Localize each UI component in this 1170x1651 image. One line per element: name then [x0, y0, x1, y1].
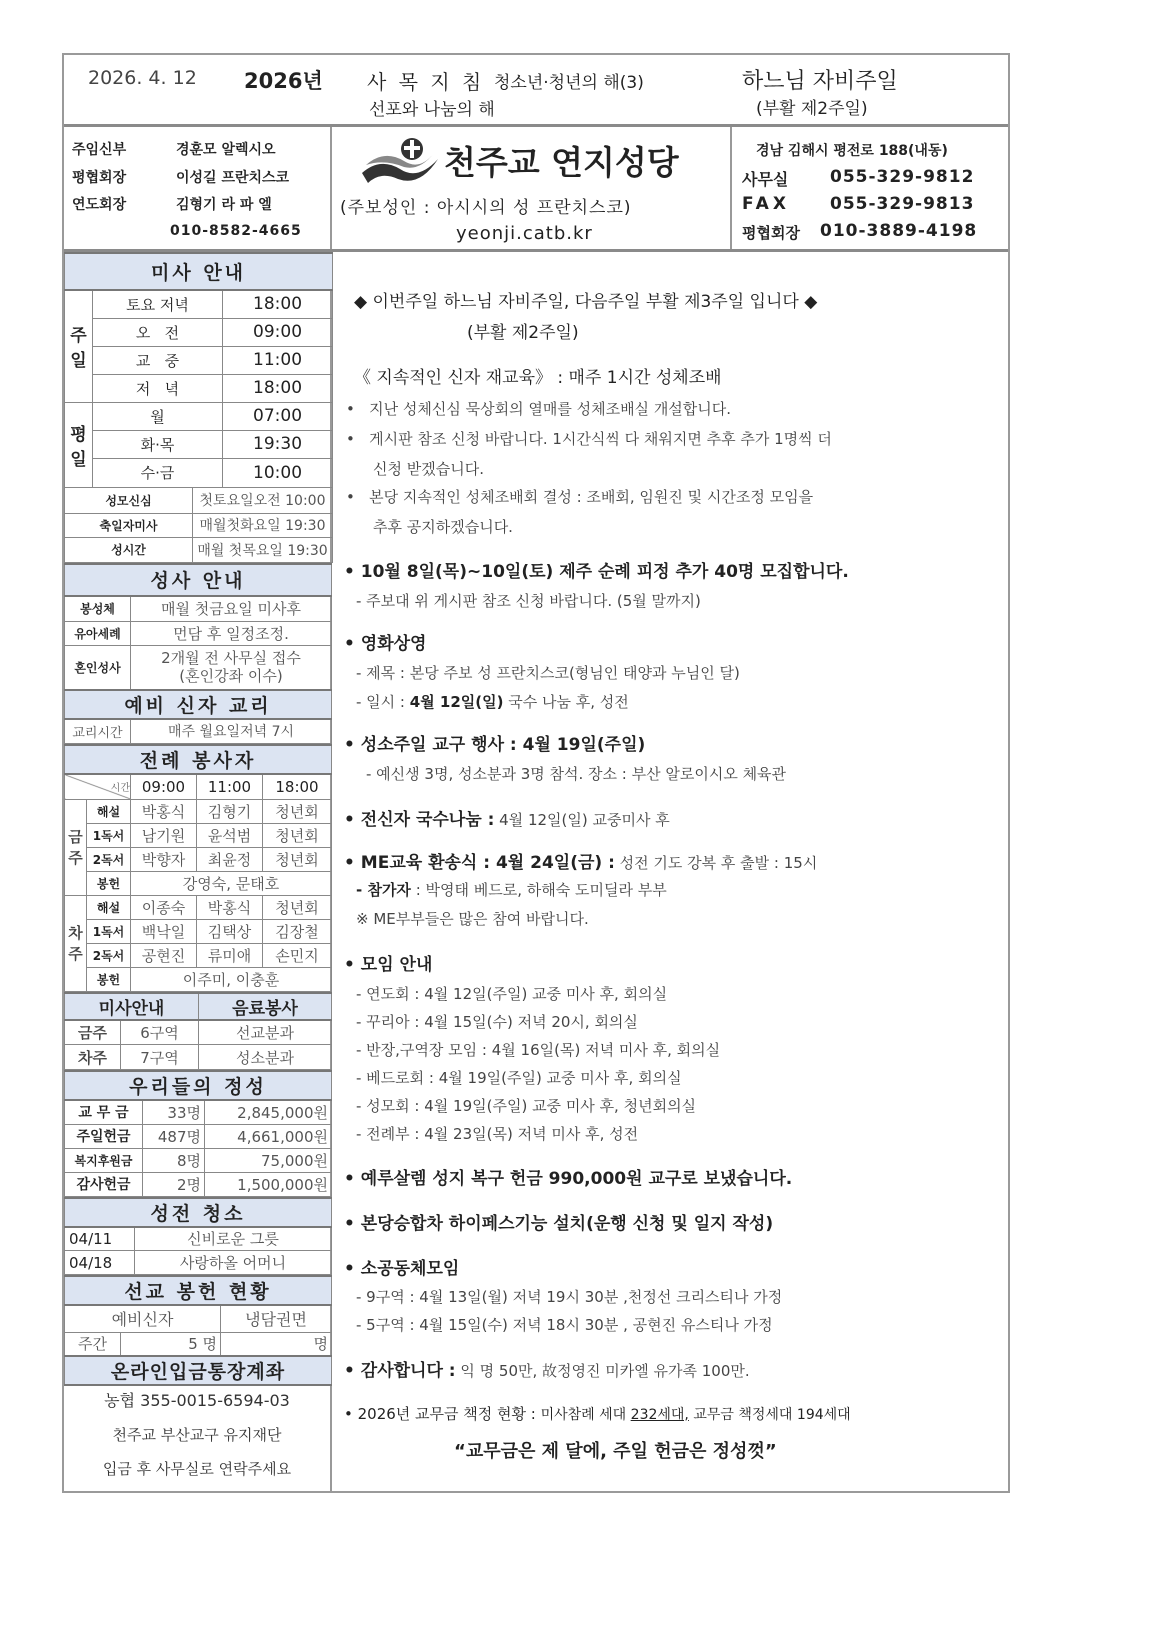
- movie-date: [356, 691, 629, 712]
- role: 해설: [87, 895, 131, 919]
- guide-table: [64, 992, 332, 1071]
- server: 최윤정: [197, 847, 263, 871]
- meeting-item: - 꾸리아 : 4월 15일(수) 저녁 20시, 회의실: [356, 1013, 638, 1031]
- server: 이종숙: [131, 895, 197, 919]
- server: 류미애: [197, 943, 263, 967]
- mass-time: 19:30: [223, 430, 333, 458]
- president-label: 평협회장: [742, 224, 800, 242]
- staff-name: 경훈모 알렉시오: [176, 142, 276, 158]
- edu-item: • 지난 성체신심 묵상회의 열매를 성체조배실 개설합니다.: [346, 400, 732, 418]
- vocation-notice: • 성소주일 교구 행사 : 4월 19일(주일): [344, 735, 646, 755]
- server: 윤석범: [197, 823, 263, 847]
- section-title: 우리들의 정성: [65, 1071, 332, 1100]
- small-community-item: - 9구역 : 4월 13일(월) 저녁 19시 30분 ,천정선 크리스티나 가정: [356, 1288, 783, 1306]
- offering-count: 487명: [143, 1124, 205, 1148]
- mass-time: 07:00: [223, 402, 333, 430]
- detail: 미사참례 세대: [540, 1407, 631, 1423]
- account-note: 입금 후 사무실로 연락주세요: [102, 1460, 292, 1478]
- sacrament-label: 혼인성사: [65, 646, 131, 690]
- guide-value: 선교분과: [199, 1020, 332, 1045]
- offering-count: 8명: [143, 1148, 205, 1172]
- sacrament-value: 매월 첫금요일 미사후: [131, 596, 332, 622]
- church-name: 천주교 연지성당: [444, 143, 679, 182]
- catechism-label: 교리시간: [65, 719, 131, 744]
- detail: 4월 12일(일) 교중미사 후: [494, 811, 670, 829]
- extra-label: 성시간: [65, 537, 193, 562]
- bulletin-page: [62, 53, 1010, 1493]
- edu-text: 추후 공지하겠습니다.: [373, 518, 513, 536]
- offering-count: 2명: [143, 1172, 205, 1196]
- account-number: 농협 355-0015-6594-03: [104, 1391, 290, 1410]
- office-label: 사무실: [742, 170, 789, 189]
- account-holder: 천주교 부산교구 유지재단: [112, 1426, 282, 1444]
- role: 2독서: [87, 943, 131, 967]
- server: 김택상: [197, 919, 263, 943]
- section-title: 온라인입금통장계좌: [65, 1356, 332, 1385]
- mass-time: 11:00: [223, 346, 333, 374]
- sacrament-note: (혼인강좌 이수): [179, 667, 283, 686]
- offering-label: 주일헌금: [65, 1124, 143, 1148]
- cleaning-group: 신비로운 그릇: [135, 1227, 332, 1251]
- extra-label: 성모신심: [65, 487, 193, 513]
- closing-quote: “교무금은 제 달에, 주일 헌금은 정성껏”: [454, 1441, 777, 1462]
- label: • ME교육 환송식 : 4월 24일(금) :: [344, 853, 615, 873]
- offering-label: 교 무 금: [65, 1100, 143, 1124]
- mission-value: 5 명: [121, 1332, 221, 1356]
- mass-name: 오 전: [93, 318, 223, 346]
- mission-row-label: 주간: [65, 1332, 121, 1356]
- mass-name: 화·목: [93, 430, 223, 458]
- office-phone: 055-329-9812: [830, 167, 975, 187]
- staff-box: [64, 127, 332, 249]
- section-title: 성사 안내: [65, 564, 332, 596]
- staff-role: 주임신부: [72, 142, 127, 158]
- liturgy-table: [64, 744, 332, 992]
- edu-item: • 게시판 참조 신청 바랍니다. 1시간식씩 다 채워지면 추후 추가 1명씩 더: [346, 430, 832, 448]
- small-community-item: - 5구역 : 4월 15일(수) 저녁 18시 30분 , 공현진 유스티나 가정: [356, 1316, 773, 1334]
- vocation-sub: - 예신생 3명, 성소분과 3명 참석. 장소 : 부산 알로이시오 체육관: [366, 765, 787, 783]
- cleaning-table: [64, 1197, 332, 1276]
- mass-table: [64, 252, 333, 563]
- cleaning-date: 04/11: [65, 1227, 135, 1251]
- next-week-label: 차주: [65, 895, 87, 991]
- offering-table: [64, 1070, 332, 1197]
- server: 청년회: [263, 847, 332, 871]
- label: - 일시 :: [356, 693, 410, 711]
- edu-text: 지난 성체신심 묵상회의 열매를 성체조배실 개설합니다.: [369, 400, 732, 418]
- mass-name: 교 중: [93, 346, 223, 374]
- sunday-title: 하느님 자비주일: [742, 69, 898, 94]
- time-label: 시간: [65, 774, 131, 799]
- mission-table: [64, 1275, 332, 1386]
- me-notice: [344, 848, 817, 873]
- server: 손민지: [263, 943, 332, 967]
- label: • 전신자 국수나눔 :: [344, 810, 495, 830]
- notice-headline: ◆ 이번주일 하느님 자비주일, 다음주일 부활 제3주일 입니다 ◆: [354, 292, 818, 312]
- section-title: 미사 안내: [65, 253, 333, 290]
- server: 박홍식: [131, 799, 197, 823]
- server: 공현진: [131, 943, 197, 967]
- server: 강영숙, 문태호: [131, 871, 332, 895]
- church-box: [332, 127, 732, 249]
- mass-time: 18:00: [223, 374, 333, 402]
- section-title: 전례 봉사자: [65, 745, 332, 774]
- cleaning-group: 사랑하올 어머니: [135, 1251, 332, 1275]
- notice-headline-sub: (부활 제2주일): [467, 323, 579, 343]
- server: 청년회: [263, 799, 332, 823]
- server: 남기원: [131, 823, 197, 847]
- detail: 익 명 50만, 故정영진 미카엘 유가족 100만.: [455, 1362, 750, 1380]
- weekday-label: 평일: [65, 402, 93, 487]
- detail: 교무금 책정세대 194세대: [688, 1407, 851, 1423]
- mass-time: 09:00: [223, 318, 333, 346]
- patron-saint: (주보성인 : 아시시의 성 프란치스코): [340, 198, 632, 218]
- mass-name: 월: [93, 402, 223, 430]
- me-participants: [356, 879, 667, 900]
- mass-name: 수·금: [93, 458, 223, 487]
- meeting-item: - 연도회 : 4월 12일(주일) 교중 미사 후, 회의실: [356, 985, 668, 1003]
- sacrament-value: 2개월 전 사무실 접수: [161, 649, 301, 668]
- guide-value: 7구역: [121, 1045, 199, 1070]
- role: 봉헌: [87, 871, 131, 895]
- mass-name: 토요 저녁: [93, 290, 223, 318]
- staff-phone: 010-8582-4665: [170, 223, 302, 239]
- extra-value: 매월첫화요일 19:30: [193, 513, 333, 537]
- jeju-sub: - 주보대 위 게시판 참조 신청 바랍니다. (5월 말까지): [356, 592, 701, 610]
- detail: : 박영태 베드로, 하해숙 도미딜라 부부: [410, 881, 667, 899]
- offering-amount: 2,845,000원: [205, 1100, 332, 1124]
- sunday-label: 주일: [65, 290, 93, 402]
- jerusalem-notice: • 예루살렘 성지 복구 헌금 990,000원 교구로 보냈습니다.: [344, 1169, 793, 1189]
- year-label: 2026년: [244, 69, 323, 93]
- contact-box: [732, 127, 1008, 249]
- time-header: 09:00: [131, 774, 197, 799]
- time-header: 11:00: [197, 774, 263, 799]
- detail: 국수 나눔 후, 성전: [503, 693, 629, 711]
- server: 이주미, 이충훈: [131, 967, 332, 991]
- label: • 2026년 교무금 책정 현황 :: [344, 1405, 541, 1423]
- edu-text: 신청 받겠습니다.: [373, 460, 484, 478]
- detail: 성전 기도 강복 후 출발 : 15시: [614, 854, 818, 872]
- time-header: 18:00: [263, 774, 332, 799]
- guide-value: 성소분과: [199, 1045, 332, 1070]
- church-logo-icon: [360, 135, 440, 191]
- bulletin-header: [64, 55, 1008, 127]
- mission-value: 명: [221, 1332, 332, 1356]
- offering-count: 33명: [143, 1100, 205, 1124]
- edu-text: 게시판 참조 신청 바랍니다. 1시간식씩 다 채워지면 추후 추가 1명씩 더: [369, 430, 832, 448]
- motto: 청소년·청년의 해(3): [494, 73, 644, 93]
- sacrament-label: 유아세례: [65, 622, 131, 646]
- website[interactable]: yeonji.catb.kr: [456, 223, 593, 244]
- offering-amount: 4,661,000원: [205, 1124, 332, 1148]
- edu-item: • 본당 지속적인 성체조배회 결성 : 조배회, 임원진 및 시간조정 모임을: [346, 488, 814, 506]
- extra-value: 매월 첫목요일 19:30: [193, 537, 333, 562]
- meeting-item: - 성모회 : 4월 19일(주일) 교중 미사 후, 청년회의실: [356, 1097, 697, 1115]
- sacrament-table: [64, 563, 332, 745]
- president-phone: 010-3889-4198: [820, 221, 978, 241]
- sacrament-value: 먼담 후 일정조정.: [131, 622, 332, 646]
- me-note: ※ ME부부들은 많은 참여 바랍니다.: [356, 910, 589, 928]
- staff-name: 이성길 프란치스코: [176, 170, 290, 186]
- households: 232세대,: [630, 1407, 689, 1423]
- section-title: 선교 봉헌 현황: [65, 1276, 332, 1305]
- thanks-notice: [344, 1356, 750, 1381]
- movie-notice: • 영화상영: [344, 634, 427, 654]
- mass-name: 저 녁: [93, 374, 223, 402]
- staff-role: 연도회장: [72, 197, 127, 213]
- guide-col2: 음료봉사: [199, 993, 332, 1020]
- small-community-title: • 소공동체모임: [344, 1259, 460, 1279]
- extra-value: 첫토요일오전 10:00: [193, 487, 333, 513]
- fax-number: 055-329-9813: [830, 194, 975, 214]
- staff-name: 김형기 라 파 엘: [176, 197, 272, 213]
- section-title: 예비 신자 교리: [65, 690, 332, 719]
- offering-amount: 1,500,000원: [205, 1172, 332, 1196]
- server: 박홍식: [197, 895, 263, 919]
- role: 해설: [87, 799, 131, 823]
- cleaning-date: 04/18: [65, 1251, 135, 1275]
- role: 봉헌: [87, 967, 131, 991]
- dues-notice: [344, 1403, 851, 1424]
- server: 백낙일: [131, 919, 197, 943]
- left-column: [64, 252, 332, 1493]
- label: - 참가자: [356, 881, 411, 899]
- fax-label: FAX: [742, 194, 790, 214]
- server: 김형기: [197, 799, 263, 823]
- edu-text: 본당 지속적인 성체조배회 결성 : 조배회, 임원진 및 시간조정 모임을: [369, 488, 814, 506]
- mass-time: 10:00: [223, 458, 333, 487]
- extra-label: 축일자미사: [65, 513, 193, 537]
- meeting-title: • 모임 안내: [344, 955, 433, 975]
- meeting-item: - 베드로회 : 4월 19일(주일) 교중 미사 후, 회의실: [356, 1069, 682, 1087]
- mission-col2: 냉담권면: [221, 1305, 332, 1332]
- sacrament-label: 봉성체: [65, 596, 131, 622]
- jeju-notice: • 10월 8일(목)~10일(토) 제주 순례 피정 추가 40명 모집합니다.: [344, 562, 849, 582]
- this-week-label: 금주: [65, 799, 87, 895]
- sunday-subtitle: (부활 제2주일): [756, 99, 868, 119]
- offering-label: 감사헌금: [65, 1172, 143, 1196]
- noodle-notice: [344, 805, 670, 830]
- info-row: [64, 127, 1008, 252]
- mission-col1: 예비신자: [65, 1305, 221, 1332]
- label: • 감사합니다 :: [344, 1361, 456, 1381]
- date: 2026. 4. 12: [88, 67, 197, 89]
- notices: [334, 252, 1008, 1493]
- van-notice: • 본당승합차 하이페스기능 설치(운행 신청 및 일지 작성): [344, 1214, 774, 1234]
- server: 박향자: [131, 847, 197, 871]
- role: 1독서: [87, 919, 131, 943]
- edu-title: 《 지속적인 신자 재교육》 : 매주 1시간 성체조배: [354, 368, 722, 388]
- server: 김장철: [263, 919, 332, 943]
- guide-value: 6구역: [121, 1020, 199, 1045]
- staff-role: 평협회장: [72, 170, 127, 186]
- motto2: 선포와 나눔의 해: [369, 100, 495, 120]
- mass-time: 18:00: [223, 290, 333, 318]
- week-label: 차주: [65, 1045, 121, 1070]
- meeting-item: - 반장,구역장 모임 : 4월 16일(목) 저녁 미사 후, 회의실: [356, 1041, 721, 1059]
- catechism-value: 매주 월요일저녁 7시: [131, 719, 332, 744]
- section-title: 성전 청소: [65, 1198, 332, 1227]
- meeting-item: - 전례부 : 4월 23일(목) 저녁 미사 후, 성전: [356, 1125, 639, 1143]
- server: 청년회: [263, 823, 332, 847]
- role: 1독서: [87, 823, 131, 847]
- motto-label: 사 목 지 침: [367, 70, 485, 94]
- address: 경남 김해시 평전로 188(내동): [756, 143, 948, 159]
- server: 청년회: [263, 895, 332, 919]
- offering-amount: 75,000원: [205, 1148, 332, 1172]
- week-label: 금주: [65, 1020, 121, 1045]
- offering-label: 복지후원금: [65, 1148, 143, 1172]
- guide-col1: 미사안내: [65, 993, 199, 1020]
- movie-title: - 제목 : 본당 주보 성 프란치스코(형님인 태양과 누님인 달): [356, 664, 740, 682]
- role: 2독서: [87, 847, 131, 871]
- date: 4월 12일(일): [409, 693, 504, 711]
